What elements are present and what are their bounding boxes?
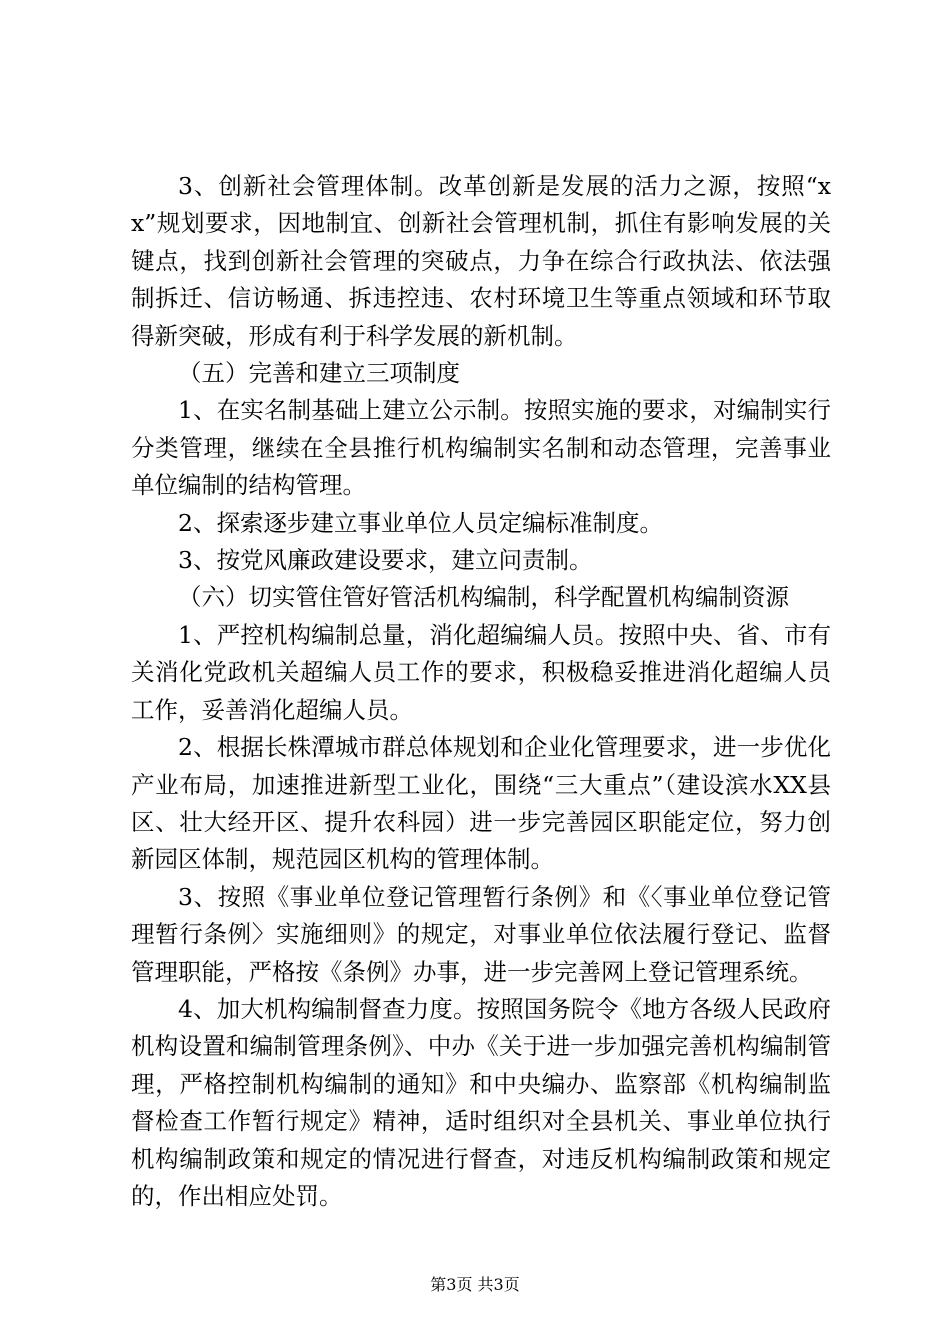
page-number: 第3页 共3页 bbox=[430, 1275, 520, 1294]
paragraph: 3、按党风廉政建设要求，建立问责制。 bbox=[178, 546, 593, 575]
paragraph: 2、根据长株潭城市群总体规划和企业化管理要求，进一步优化产业布局，加速推进新型工业化，围绕“三大重点”（建设滨水XX县区、壮大经开区、提升农科园）进一步完善园区职能定位，努力创新园区体制，规范园区机构的管理体制。 bbox=[131, 733, 831, 874]
section-heading: （六）切实管住管好管活机构编制，科学配置机构编制资源 bbox=[178, 583, 789, 612]
paragraph: 1、严控机构编制总量，消化超编编人员。按照中央、省、市有关消化党政机关超编人员工作的要求，积极稳妥推进消化超编人员工作，妥善消化超编人员。 bbox=[131, 620, 831, 724]
paragraph: 1、在实名制基础上建立公示制。按照实施的要求，对编制实行分类管理，继续在全县推行机构编制实名制和动态管理，完善事业单位编制的结构管理。 bbox=[131, 396, 831, 500]
section-heading: （五）完善和建立三项制度 bbox=[178, 359, 460, 388]
paragraph: 3、按照《事业单位登记管理暂行条例》和《〈事业单位登记管理暂行条例〉实施细则》的规定，对事业单位依法履行登记、监督管理职能，严格按《条例》办事，进一步完善网上登记管理系统。 bbox=[131, 882, 831, 986]
paragraph: 3、创新社会管理体制。改革创新是发展的活力之源，按照“xx”规划要求，因地制宜、创新社会管理机制，抓住有影响发展的关键点，找到创新社会管理的突破点，力争在综合行政执法、依法强制拆迁、信访畅通、拆违控违、农村环境卫生等重点领域和环节取得新突破，形成有利于科学发展的新机制。 bbox=[131, 172, 831, 350]
paragraph: 2、探索逐步建立事业单位人员定编标准制度。 bbox=[178, 508, 663, 537]
document-body bbox=[131, 168, 831, 1215]
paragraph: 4、加大机构编制督查力度。按照国务院令《地方各级人民政府机构设置和编制管理条例》、中办《关于进一步加强完善机构编制管理，严格控制机构编制的通知》和中央编办、监察部《机构编制监督检查工作暂行规定》精神，适时组织对全县机关、事业单位执行机构编制政策和规定的情况进行督查，对违反机构编制政策和规定的，作出相应处罚。 bbox=[131, 994, 831, 1210]
